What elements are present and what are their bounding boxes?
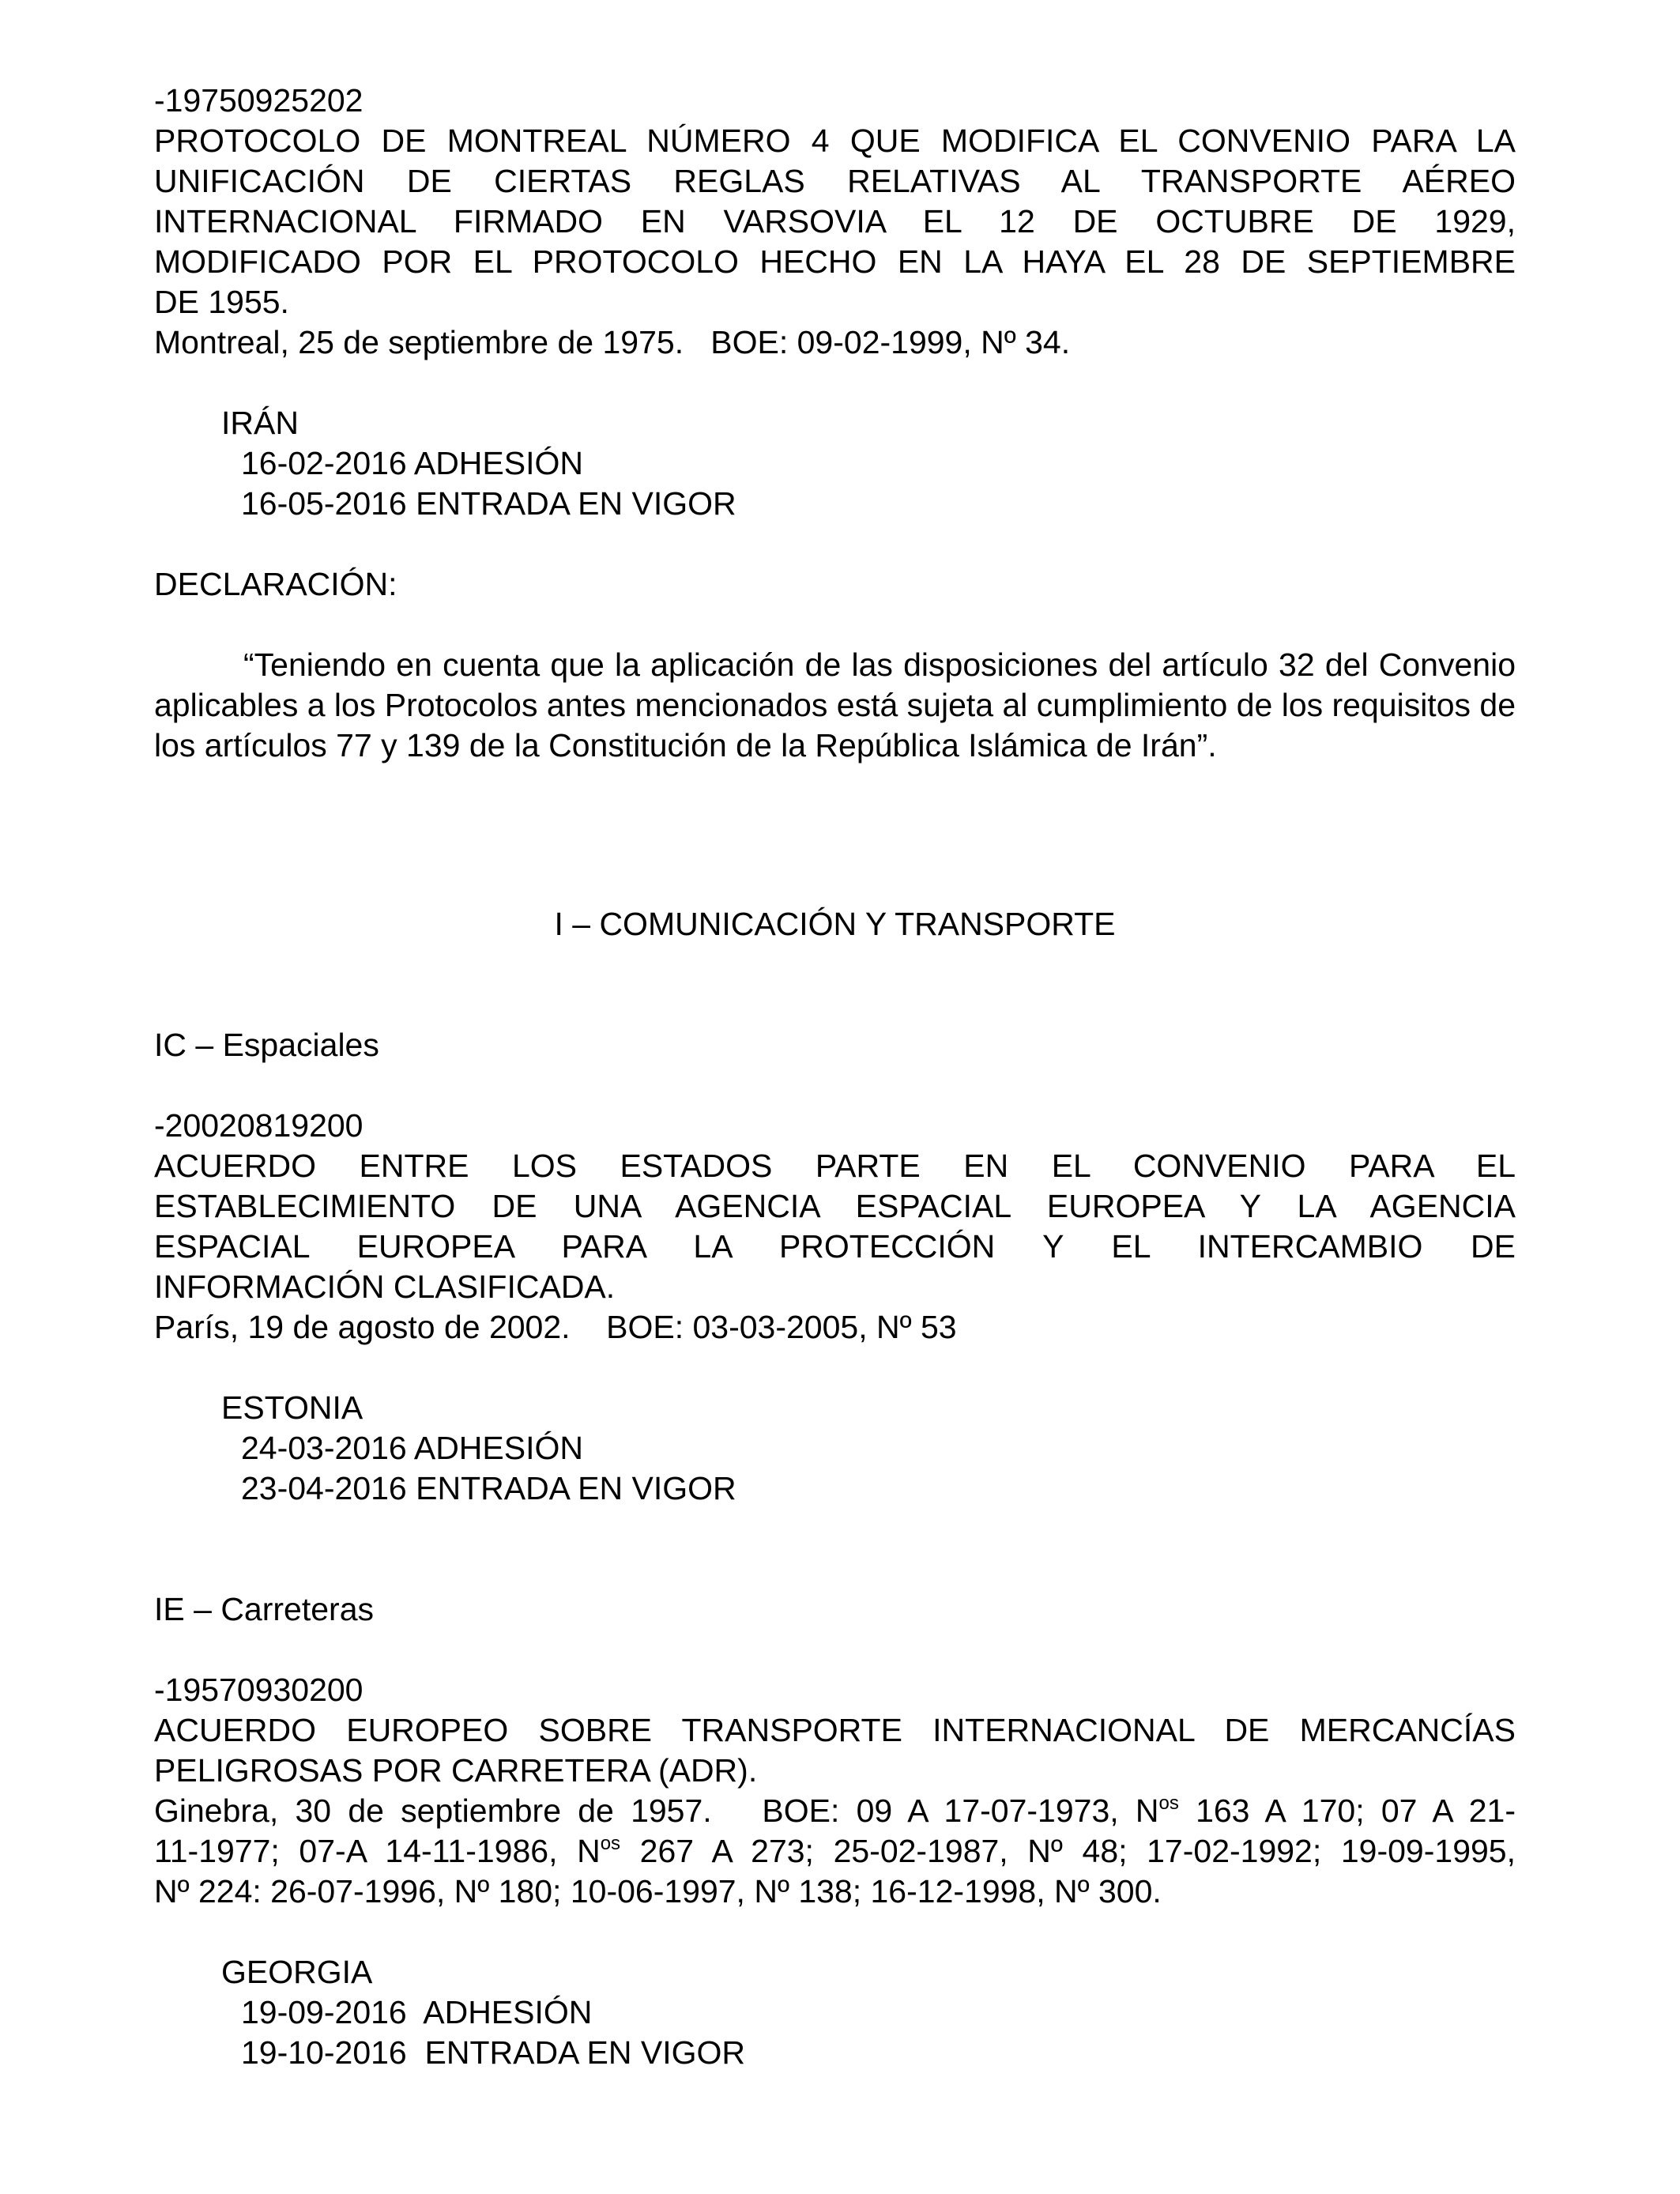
boe-line: Ginebra, 30 de septiembre de 1957. BOE: 09 A 17-07-1973, $N^{os}$ 163 A 170; 07 A 21-	[154, 1793, 1516, 1829]
treaty-entry-esa	[154, 1025, 1516, 1509]
treaty-title-line: INTERNACIONAL FIRMADO EN VARSOVIA EL 12 DE OCTUBRE DE 1929,	[154, 203, 1516, 239]
treaty-title-line: ESPACIAL EUROPEA PARA LA PROTECCIÓN Y EL INTERCAMBIO DE	[154, 1228, 1516, 1265]
treaty-boe-references	[154, 1791, 1516, 1912]
treaty-place-date: París, 19 de agosto de 2002. BOE: 03-03-2005, Nº 53	[154, 1309, 957, 1345]
boe-line: 11-1977; 07-A 14-11-1986, $N^{os}$ 267 A 273; 25-02-1987, Nº 48; 17-02-1992; 19-09-1995,	[154, 1833, 1516, 1869]
treaty-title	[154, 1710, 1516, 1791]
subsection-heading: IC – Espaciales	[154, 1027, 379, 1063]
document-page	[154, 81, 1516, 2073]
state-action: 19-10-2016 ENTRADA EN VIGOR	[241, 2034, 746, 2071]
treaty-title-line: PELIGROSAS POR CARRETERA (ADR).	[154, 1752, 758, 1789]
treaty-title-line: INFORMACIÓN CLASIFICADA.	[154, 1269, 616, 1305]
treaty-code: -20020819200	[154, 1107, 363, 1144]
state-action: 24-03-2016 ADHESIÓN	[241, 1430, 584, 1466]
state-name: IRÁN	[221, 405, 299, 441]
treaty-code: -19570930200	[154, 1672, 363, 1708]
boe-line: Nº 224: 26-07-1996, Nº 180; 10-06-1997, Nº 138; 16-12-1998, Nº 300.	[154, 1873, 1162, 1909]
treaty-entry-montreal	[154, 81, 1516, 766]
state-action: 23-04-2016 ENTRADA EN VIGOR	[241, 1470, 736, 1506]
treaty-title-line: ACUERDO ENTRE LOS ESTADOS PARTE EN EL CONVENIO PARA EL	[154, 1148, 1516, 1184]
treaty-title	[154, 1146, 1516, 1307]
treaty-title-line: UNIFICACIÓN DE CIERTAS REGLAS RELATIVAS AL TRANSPORTE AÉREO	[154, 163, 1516, 199]
section-heading: I – COMUNICACIÓN Y TRANSPORTE	[554, 906, 1116, 942]
declaration-text: “Teniendo en cuenta que la aplicación de las disposiciones del artículo 32 del Convenio aplicables a los Protocolos antes mencionados está sujeta al cumplimiento de los requisitos de los artículos 77 y 139 de la Constitución de la República Islámica de Irán”.	[154, 647, 1516, 763]
treaty-title-line: ESTABLECIMIENTO DE UNA AGENCIA ESPACIAL EUROPEA Y LA AGENCIA	[154, 1188, 1516, 1224]
state-name: GEORGIA	[221, 1954, 373, 1990]
treaty-title-line: PROTOCOLO DE MONTREAL NÚMERO 4 QUE MODIFICA EL CONVENIO PARA LA	[154, 123, 1516, 159]
treaty-place-date: Montreal, 25 de septiembre de 1975. BOE: 09-02-1999, Nº 34.	[154, 324, 1071, 360]
declaration-label: DECLARACIÓN:	[154, 566, 397, 602]
treaty-code: -19750925202	[154, 82, 363, 119]
treaty-title	[154, 121, 1516, 322]
treaty-title-line: MODIFICADO POR EL PROTOCOLO HECHO EN LA HAYA EL 28 DE SEPTIEMBRE	[154, 243, 1516, 280]
treaty-title-line: ACUERDO EUROPEO SOBRE TRANSPORTE INTERNACIONAL DE MERCANCÍAS	[154, 1712, 1516, 1748]
state-name: ESTONIA	[221, 1389, 363, 1426]
state-action: 16-02-2016 ADHESIÓN	[241, 445, 584, 481]
treaty-entry-adr	[154, 1589, 1516, 2073]
treaty-title-line: DE 1955.	[154, 284, 289, 320]
state-action: 16-05-2016 ENTRADA EN VIGOR	[241, 485, 736, 522]
subsection-heading: IE – Carreteras	[154, 1591, 374, 1627]
state-action: 19-09-2016 ADHESIÓN	[241, 1994, 593, 2030]
